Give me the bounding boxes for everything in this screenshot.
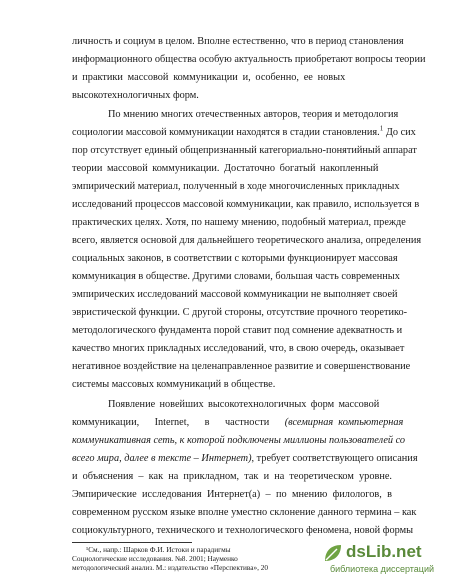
footnote-reference: 1 [379, 124, 384, 133]
paragraph-line: исследований процессов массовой коммуникации, как правило, используется в [72, 199, 420, 210]
paragraph-line: всего, является основой для дальнейшего теоретического анализа, определения [72, 235, 422, 246]
watermark-site-name: dsLib.net [346, 542, 422, 561]
paragraph-text: социологии массовой коммуникации находятся в стадии становления. [72, 127, 380, 138]
paragraph-line: теории массовой коммуникации. Достаточно богатый накопленный [72, 163, 379, 174]
paragraph-line: высокотехнологичных форм. [72, 90, 199, 101]
paragraph-line: коммуникация в обществе. Другими словами, большая часть современных [72, 271, 400, 282]
leaf-logo-icon [322, 542, 344, 564]
paragraph-line: Появление новейших высокотехнологичных форм массовой [108, 399, 380, 410]
paragraph-text-italic: всего мира, далее в тексте – Интернет) [72, 453, 252, 464]
footnote-divider [72, 542, 192, 543]
watermark-subtitle: библиотека диссертаций [330, 564, 435, 574]
paragraph-line: системы массовых коммуникаций в обществе. [72, 379, 276, 390]
paragraph-line: Эмпирические исследования Интернет(а) – по мнению филологов, в [72, 489, 392, 500]
paragraph-line: информационного общества особую актуальность приобретают вопросы теории [72, 54, 426, 65]
paragraph-line: методологического фундамента порой ставит под сомнение адекватность и [72, 325, 403, 336]
paragraph-text: , требует соответствующего описания [251, 453, 418, 464]
paragraph-text-italic: (всемирная компьютерная [284, 417, 404, 428]
paragraph-line: и практики массовой коммуникации и, особенно, ее новых [72, 72, 346, 83]
paragraph-line: современном русском языке вполне уместно склонение данного термина – как [72, 507, 417, 518]
paragraph-line: пор отсутствует единый общепризнанный категориально-понятийный аппарат [72, 145, 417, 156]
paragraph-line: качество многих прикладных исследований, что, в свою очередь, оказывает [72, 343, 405, 354]
paragraph-line: эмпирический материал, полученный в ходе многочисленных прикладных [72, 181, 400, 192]
paragraph-line [72, 453, 418, 465]
watermark[interactable] [322, 542, 442, 576]
paragraph-text: коммуникации, Internet, в частности [72, 417, 285, 428]
footnote-line: ¹См., напр.: Шарков Ф.И. Истоки и парадигмы [86, 545, 231, 554]
paragraph-line: По мнению многих отечественных авторов, теория и методология [108, 109, 399, 120]
paragraph-line [72, 417, 404, 429]
paragraph-line-italic: коммуникативная сеть, к которой подключены миллионы пользователей со [72, 435, 406, 446]
paragraph-line [72, 124, 416, 139]
paragraph-line: негативное воздействие на целенаправленное развитие и совершенствование [72, 361, 411, 372]
paragraph-line: эмпирических исследований массовой коммуникации не выполняет своей [72, 289, 398, 300]
paragraph-text: До сих [383, 127, 416, 138]
paragraph-line: социальных законов, в соответствии с которыми функционирует массовая [72, 253, 398, 264]
paragraph-line: практических целях. Хотя, по нашему мнению, подобный материал, прежде [72, 217, 406, 228]
paragraph-line: личность и социум в целом. Вполне естественно, что в период становления [72, 36, 404, 47]
footnote-line: Социологические исследования. №8. 2001; Науменко [72, 554, 238, 563]
paragraph-line: эвристической функции. С другой стороны, отсутствие прочного теоретико- [72, 307, 408, 318]
paragraph-line: и объяснения – как на прикладном, так и на теоретическом уровне. [72, 471, 392, 482]
paragraph-line: социокультурного, технического и технологического феномена, новой формы [72, 525, 414, 536]
footnote-line: методологический анализ. М.: издательство «Перспектива», 20 [72, 563, 269, 572]
